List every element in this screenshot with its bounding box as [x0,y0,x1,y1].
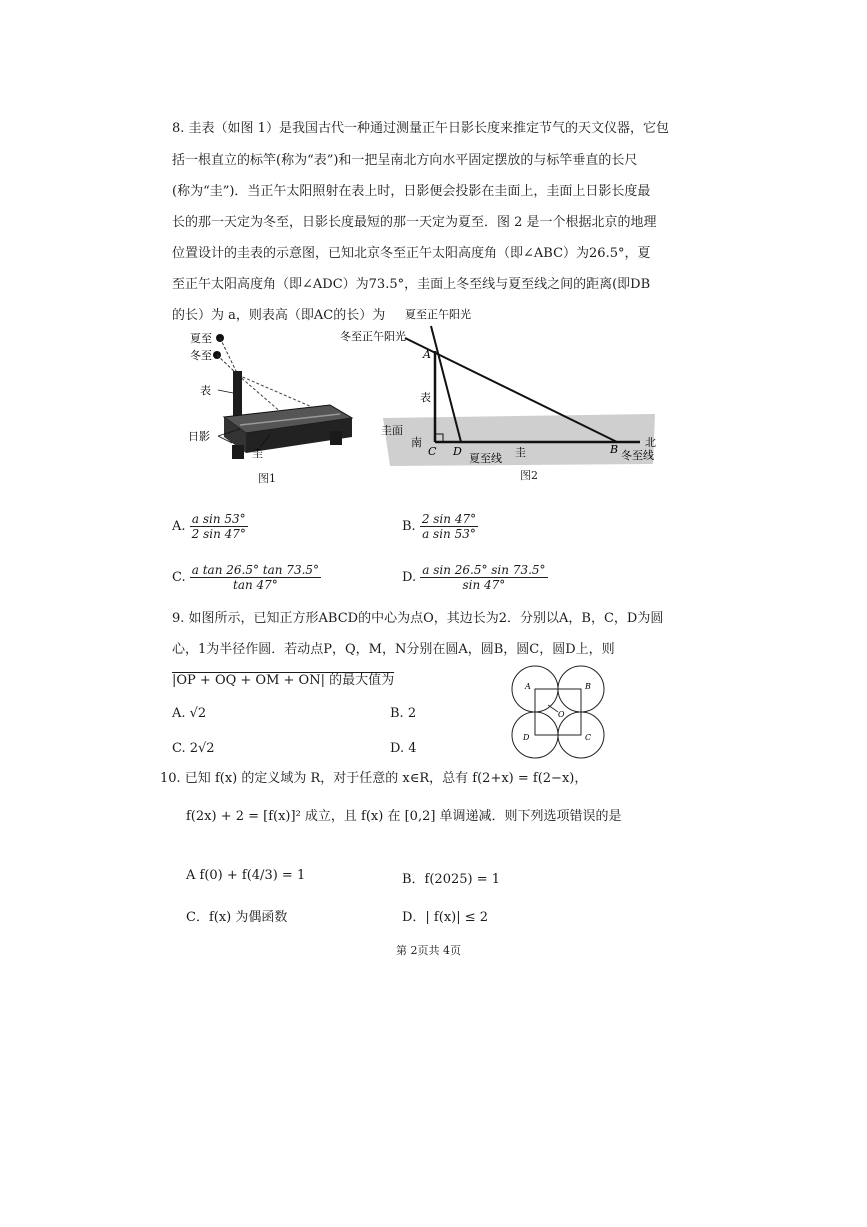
q9-fig-point-A: A [525,682,531,691]
page-footer: 第 2页共 4页 [396,944,461,957]
q10-option-d[interactable]: D．| f(x)| ≤ 2 [402,910,489,925]
q8-option-d-fraction [420,563,547,592]
figure-q9-circles [508,662,608,762]
figure-2-diagram [335,306,665,476]
q9-line-2: 心，1为半径作圆．若动点P，Q，M，N分别在圆A，圆B，圆C，圆D上，则 [172,642,615,657]
q8-option-a-label: A. [172,519,186,534]
q10-line-2: f(2x) + 2 = [f(x)]² 成立，且 f(x) 在 [0,2] 单调递减．则下列选项错误的是 [186,809,622,824]
q8-option-a-fraction [190,512,248,541]
q8-option-c-numerator: a tan 26.5° tan 73.5° [191,563,320,577]
q9-option-c[interactable]: C. 2√2 [172,741,215,756]
pole-shape [233,371,242,419]
fig2-label-pole: 表 [420,391,431,404]
q8-line-2: 括一根直立的标竿(称为“表”)和一把呈南北方向水平固定摆放的与标竿垂直的长尺 [172,153,638,168]
q10-option-c[interactable]: C．f(x) 为偶函数 [186,910,288,925]
q9-fig-point-C: C [585,733,592,742]
q8-option-a-numerator: a sin 53° [191,512,246,526]
fig1-label-winter: 冬至 [190,349,212,362]
fig1-label-summer: 夏至 [190,332,212,345]
q8-option-d-denominator: sin 47° [462,578,506,592]
q9-fig-point-B: B [585,682,591,691]
q9-fig-point-D: D [523,733,530,742]
q8-option-d[interactable] [402,563,548,592]
q8-line-6: 至正午太阳高度角（即∠ADC）为73.5°，圭面上冬至线与夏至线之间的距离(即DB [172,277,651,292]
q9-option-a[interactable]: A. √2 [172,706,207,721]
q10-option-a[interactable]: A f(0) + f(4/3) = 1 [186,868,306,883]
q10-option-b[interactable]: B．f(2025) = 1 [402,872,501,887]
fig2-label-summer-sun: 夏至正午阳光 [405,308,471,321]
q8-option-d-numerator: a sin 26.5° sin 73.5° [422,563,546,577]
q9-line-3: |OP + OQ + OM + ON| 的最大值为 [172,673,395,688]
q8-option-a[interactable] [172,512,248,541]
q8-option-c[interactable] [172,563,321,592]
q9-option-b[interactable]: B. 2 [390,706,417,721]
q8-option-d-label: D. [402,570,417,585]
q8-line-3: (称为“圭”)．当正午太阳照射在表上时，日影便会投影在圭面上，圭面上日影长度最 [172,184,651,199]
q8-option-b-denominator: a sin 53° [422,527,476,541]
q8-option-c-label: C. [172,570,186,585]
fig2-label-south: 南 [411,436,422,449]
fig2-point-D: D [453,445,462,458]
fig1-label-gui: 圭 [252,447,263,460]
fig2-label-summer-line: 夏至线 [469,452,502,465]
fig2-label-winter-line: 冬至线 [621,449,654,462]
q9-line-1: 9. 如图所示，已知正方形ABCD的中心为点O，其边长为2．分别以A，B，C，D为圆 [172,611,664,626]
q8-option-c-denominator: tan 47° [233,578,278,592]
q8-line-4: 长的那一天定为冬至，日影长度最短的那一天定为夏至．图 2 是一个根据北京的地理 [172,215,657,230]
fig1-label-shadow: 日影 [188,430,210,443]
q8-option-b-numerator: 2 sin 47° [421,512,477,526]
q8-line-7: 的长）为 a，则表高（即AC的长）为 [172,308,386,323]
q8-option-b-label: B. [402,519,416,534]
q10-line-1: 10. 已知 f(x) 的定义域为 R，对于任意的 x∈R，总有 f(2+x) = f(2−x)， [160,771,588,786]
fig2-label-winter-sun: 冬至正午阳光 [340,330,406,343]
fig2-point-A: A [423,348,431,361]
fig2-point-C: C [428,445,437,458]
q9-option-d[interactable]: D. 4 [390,741,417,756]
figure-2-caption: 图2 [520,469,538,482]
q8-option-b[interactable] [402,512,478,541]
q8-option-c-fraction [190,563,321,592]
fig2-label-gui: 圭 [515,446,526,459]
q9-fig-point-O: O [558,710,565,719]
fig2-label-north: 北 [645,436,656,449]
q9-figure-drawing [508,662,608,762]
q8-option-b-fraction [420,512,478,541]
fig1-label-pole: 表 [200,384,211,397]
q8-option-a-denominator: 2 sin 47° [191,527,246,541]
fig2-label-surface: 圭面 [381,424,403,437]
figure-1-caption: 图1 [258,472,276,485]
q8-line-5: 位置设计的圭表的示意图，已知北京冬至正午太阳高度角（即∠ABC）为26.5°，夏 [172,246,651,261]
q8-line-1: 8. 圭表（如图 1）是我国古代一种通过测量正午日影长度来推定节气的天文仪器，它包 [172,121,669,136]
figure-2-drawing [335,306,665,476]
fig2-point-B: B [610,443,619,456]
